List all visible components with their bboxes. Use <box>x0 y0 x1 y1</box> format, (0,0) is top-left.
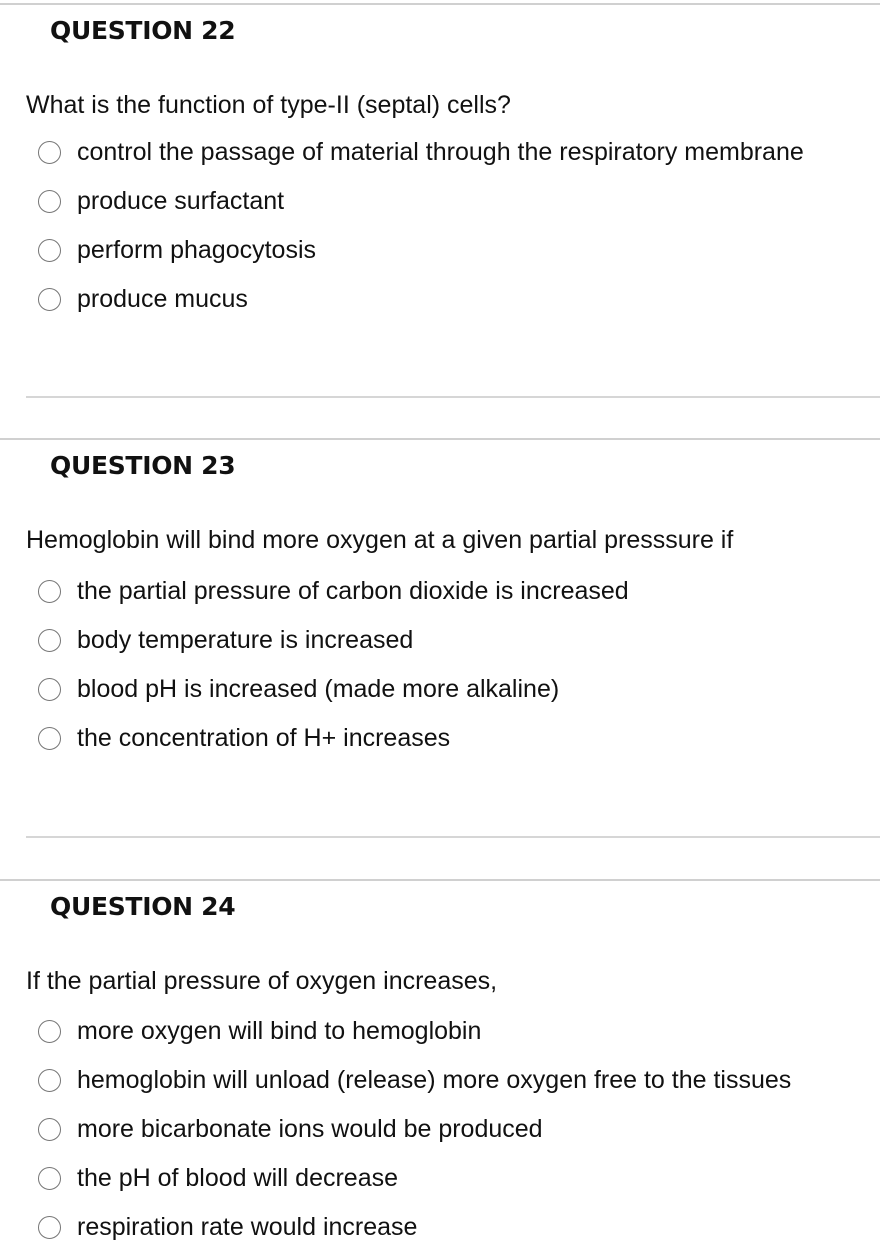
answer-option[interactable] <box>38 1016 481 1046</box>
answer-option[interactable] <box>38 674 559 704</box>
radio-button[interactable] <box>38 288 61 311</box>
answer-label: body temperature is increased <box>77 625 414 654</box>
radio-button[interactable] <box>38 141 61 164</box>
radio-button[interactable] <box>38 727 61 750</box>
answer-label: more bicarbonate ions would be produced <box>77 1114 543 1143</box>
question-bottom-divider <box>26 836 880 838</box>
radio-button[interactable] <box>38 1020 61 1043</box>
answer-option[interactable] <box>38 235 316 265</box>
answer-option[interactable] <box>38 1212 417 1242</box>
radio-button[interactable] <box>38 1167 61 1190</box>
answer-label: hemoglobin will unload (release) more oxygen free to the tissues <box>77 1065 792 1094</box>
answer-label: control the passage of material through the respiratory membrane <box>77 137 804 166</box>
answer-label: more oxygen will bind to hemoglobin <box>77 1016 482 1045</box>
answer-option[interactable] <box>38 1114 543 1144</box>
question-bottom-divider <box>26 396 880 398</box>
radio-button[interactable] <box>38 1069 61 1092</box>
radio-button[interactable] <box>38 580 61 603</box>
answer-option[interactable] <box>38 186 284 216</box>
question-text: If the partial pressure of oxygen increases, <box>26 967 498 995</box>
answer-label: produce surfactant <box>77 186 285 215</box>
answer-label: perform phagocytosis <box>77 235 317 264</box>
question-text: What is the function of type-II (septal) cells? <box>26 91 511 119</box>
question-divider <box>0 3 880 5</box>
answer-label: the concentration of H+ increases <box>77 723 451 752</box>
radio-button[interactable] <box>38 1118 61 1141</box>
answer-label: blood pH is increased (made more alkaline) <box>77 674 560 703</box>
answer-label: the pH of blood will decrease <box>77 1163 399 1192</box>
answer-option[interactable] <box>38 284 248 314</box>
radio-button[interactable] <box>38 1216 61 1239</box>
answer-option[interactable] <box>38 1163 398 1193</box>
question-divider <box>0 879 880 881</box>
question-text: Hemoglobin will bind more oxygen at a given partial presssure if <box>26 526 734 554</box>
question-divider <box>0 438 880 440</box>
radio-button[interactable] <box>38 190 61 213</box>
radio-button[interactable] <box>38 678 61 701</box>
answer-label: respiration rate would increase <box>77 1212 418 1241</box>
question-title: QUESTION 22 <box>50 16 236 45</box>
answer-label: the partial pressure of carbon dioxide is increased <box>77 576 629 605</box>
question-title: QUESTION 24 <box>50 892 236 921</box>
question-title: QUESTION 23 <box>50 451 236 480</box>
answer-option[interactable] <box>38 625 413 655</box>
radio-button[interactable] <box>38 239 61 262</box>
answer-option[interactable] <box>38 576 629 606</box>
answer-option[interactable] <box>38 723 450 753</box>
radio-button[interactable] <box>38 629 61 652</box>
answer-label: produce mucus <box>77 284 248 313</box>
answer-option[interactable] <box>38 137 804 167</box>
answer-option[interactable] <box>38 1065 791 1095</box>
